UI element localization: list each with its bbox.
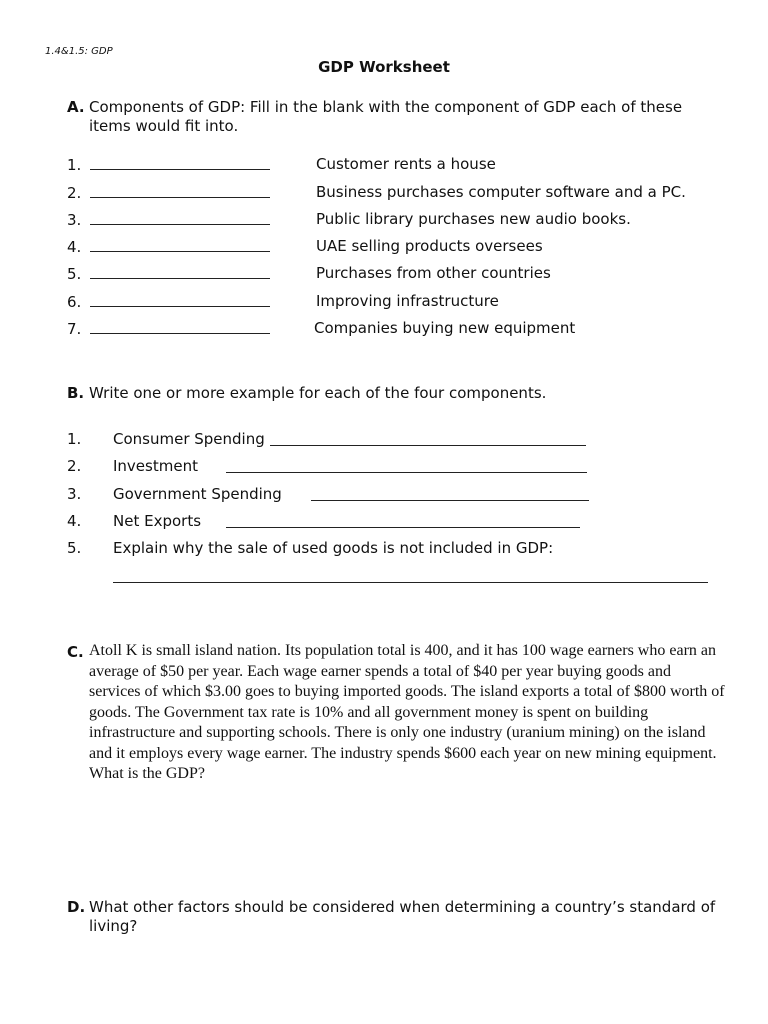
list-item-number: 4. bbox=[67, 512, 82, 530]
answer-blank[interactable] bbox=[90, 292, 270, 307]
list-item: 5. bbox=[67, 264, 270, 283]
answer-blank[interactable] bbox=[226, 458, 587, 473]
item-text: Improving infrastructure bbox=[316, 292, 499, 310]
section-c-letter: C. bbox=[67, 643, 84, 661]
item-text: Public library purchases new audio books. bbox=[316, 210, 631, 228]
item-text: Net Exports bbox=[113, 512, 202, 530]
answer-blank[interactable] bbox=[90, 210, 270, 225]
item-text: Consumer Spending bbox=[113, 430, 265, 448]
section-a-letter: A. bbox=[67, 98, 85, 116]
answer-blank[interactable] bbox=[270, 431, 586, 446]
list-item: 1. bbox=[67, 155, 270, 174]
answer-blank[interactable] bbox=[90, 155, 270, 170]
item-text: Companies buying new equipment bbox=[314, 319, 576, 337]
header-code: 1.4&1.5: GDP bbox=[45, 46, 113, 57]
section-b-instructions: Write one or more example for each of the four components. bbox=[89, 384, 547, 402]
answer-blank[interactable] bbox=[226, 513, 580, 528]
item-text: Purchases from other countries bbox=[316, 264, 551, 282]
page-title: GDP Worksheet bbox=[318, 58, 450, 76]
item-text: Explain why the sale of used goods is not included in GDP: bbox=[113, 539, 554, 557]
answer-blank[interactable] bbox=[311, 486, 589, 501]
section-a-instructions: Components of GDP: Fill in the blank with the component of GDP each of these items would fit into. bbox=[89, 98, 683, 135]
section-d-question: What other factors should be considered when determining a country’s standard of living? bbox=[89, 898, 716, 935]
list-item-number: 1. bbox=[67, 430, 82, 448]
list-item-number: 2. bbox=[67, 457, 82, 475]
item-text: Government Spending bbox=[113, 485, 282, 503]
section-c-problem: Atoll K is small island nation. Its population total is 400, and it has 100 wage earners who earn an average of $50 per year. Each wage earner spends a total of $40 per year buying goods and services of which $3.00 goes to buying imported goods. The island exports a total of $800 worth of goods. The Government tax rate is 10% and all government money is spent on building infrastructure and supporting schools. There is only one industry (uranium mining) on the island and it employs every wage earner. The industry spends $600 each year on new mining equipment. What is the GDP? bbox=[89, 642, 725, 782]
answer-blank[interactable] bbox=[90, 264, 270, 279]
item-text: UAE selling products oversees bbox=[316, 237, 543, 255]
list-item: 2. bbox=[67, 183, 270, 202]
answer-blank[interactable] bbox=[90, 183, 270, 198]
list-item: 7. bbox=[67, 319, 270, 338]
section-b-letter: B. bbox=[67, 384, 85, 402]
list-item: 3. bbox=[67, 210, 270, 229]
list-item-number: 3. bbox=[67, 485, 82, 503]
list-item-number: 5. bbox=[67, 539, 82, 557]
answer-blank[interactable] bbox=[90, 237, 270, 252]
answer-blank[interactable] bbox=[113, 568, 708, 583]
answer-blank[interactable] bbox=[90, 319, 270, 334]
list-item: 6. bbox=[67, 292, 270, 311]
item-text: Investment bbox=[113, 457, 198, 475]
list-item: 4. bbox=[67, 237, 270, 256]
section-d-letter: D. bbox=[67, 898, 86, 916]
item-text: Customer rents a house bbox=[316, 155, 496, 173]
item-text: Business purchases computer software and a PC. bbox=[316, 183, 686, 201]
